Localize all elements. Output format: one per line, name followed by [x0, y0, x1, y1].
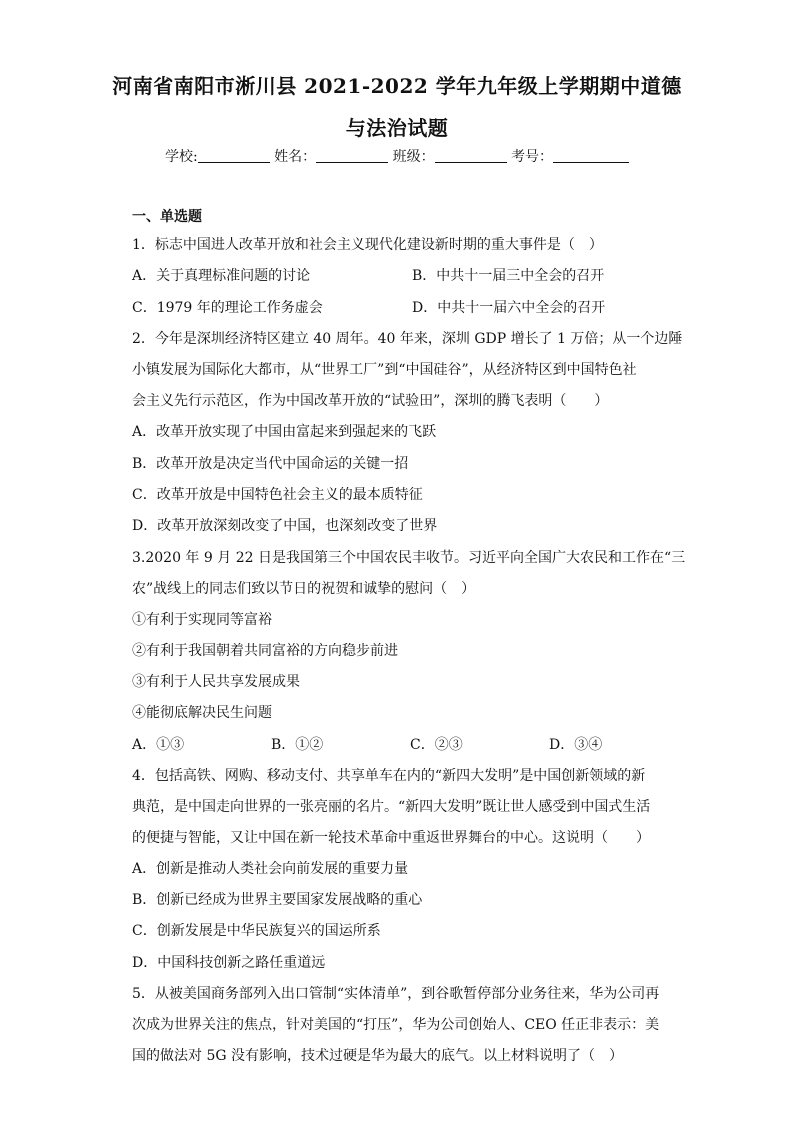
- question-1-option-b: B．中共十一届三中全会的召开: [412, 268, 605, 284]
- question-4-line-3: 的便捷与智能，又让中国在新一轮技术革命中重返世界舞台的中心。这说明（ ）: [132, 830, 650, 846]
- title-line-1: 河南省南阳市淅川县 2021-2022 学年九年级上学期期中道德: [112, 74, 682, 98]
- question-3-option-d: D．③④: [549, 737, 603, 753]
- student-info: [0, 146, 794, 166]
- question-1-option-a: A．关于真理标准问题的讨论: [132, 268, 311, 284]
- question-4-option-d: D．中国科技创新之路任重道远: [132, 955, 326, 971]
- question-5-line-2: 次成为世界关注的焦点，针对美国的“打压”，华为公司创始人、CEO 任正非表示：美: [132, 1017, 660, 1033]
- question-2-line-2: 小镇发展为国际化大都市，从“世界工厂”到“中国硅谷”，从经济特区到中国特色社: [132, 362, 637, 378]
- question-2-line-1: 2．今年是深圳经济特区建立 40 周年。40 年来，深圳 GDP 增长了 1 万倍；从一个边陲: [132, 331, 683, 347]
- question-5-line-1: 5．从被美国商务部列入出口管制“实体清单”，到谷歌暂停部分业务往来，华为公司再: [132, 986, 660, 1002]
- number-label: 考号：: [511, 149, 554, 165]
- question-1-option-c: C．1979 年的理论工作务虚会: [132, 300, 323, 316]
- class-label: 班级：: [392, 149, 435, 165]
- question-4-line-1: 4．包括高铁、网购、移动支付、共享单车在内的“新四大发明”是中国创新领域的新: [132, 768, 646, 784]
- question-4-line-2: 典范，是中国走向世界的一张亮丽的名片。“新四大发明”既让世人感受到中国式生活: [132, 799, 651, 815]
- question-2-option-d: D．改革开放深刻改变了中国，也深刻改变了世界: [132, 518, 438, 534]
- question-3-line-1: 3.2020 年 9 月 22 日是我国第三个中国农民丰收节。习近平向全国广大农民和工作在“三: [132, 550, 686, 566]
- question-3-option-b: B．①②: [271, 737, 324, 753]
- question-3-statement-1: ①有利于实现同等富裕: [132, 612, 272, 628]
- question-2-option-a: A．改革开放实现了中国由富起来到强起来的飞跃: [132, 424, 437, 440]
- question-5-line-3: 国的做法对 5G 没有影响，技术过硬是华为最大的底气。以上材料说明了（ ）: [132, 1048, 623, 1064]
- school-blank[interactable]: [198, 148, 270, 163]
- name-label: 姓名：: [274, 149, 317, 165]
- number-blank[interactable]: [553, 148, 629, 163]
- name-blank[interactable]: [316, 148, 388, 163]
- question-3-statement-3: ③有利于人民共享发展成果: [132, 674, 300, 690]
- class-blank[interactable]: [435, 148, 507, 163]
- question-3-statement-4: ④能彻底解决民生问题: [132, 705, 272, 721]
- question-4-option-a: A．创新是推动人类社会向前发展的重要力量: [132, 861, 409, 877]
- question-2-option-b: B．改革开放是决定当代中国命运的关键一招: [132, 456, 409, 472]
- question-3-option-a: A．①③: [132, 737, 185, 753]
- question-2-line-3: 会主义先行示范区，作为中国改革开放的“试验田”，深圳的腾飞表明（ ）: [132, 393, 609, 409]
- section-heading: 一、单选题: [132, 209, 202, 225]
- question-1-option-d: D．中共十一届六中全会的召开: [412, 300, 606, 316]
- question-3-statement-2: ②有利于我国朝着共同富裕的方向稳步前进: [132, 643, 398, 659]
- question-2-option-c: C．改革开放是中国特色社会主义的最本质特征: [132, 487, 423, 503]
- question-4-option-c: C．创新发展是中华民族复兴的国运所系: [132, 923, 381, 939]
- question-4-option-b: B．创新已经成为世界主要国家发展战略的重心: [132, 892, 423, 908]
- question-1-stem: 1．标志中国进人改革开放和社会主义现代化建设新时期的重大事件是（ ）: [132, 237, 603, 253]
- title-line-2: 与法治试题: [345, 116, 449, 140]
- question-3-line-2: 农”战线上的同志们致以节日的祝贺和诚挚的慰问（ ）: [132, 581, 476, 597]
- question-3-option-c: C．②③: [410, 737, 463, 753]
- school-label: 学校:: [164, 149, 198, 165]
